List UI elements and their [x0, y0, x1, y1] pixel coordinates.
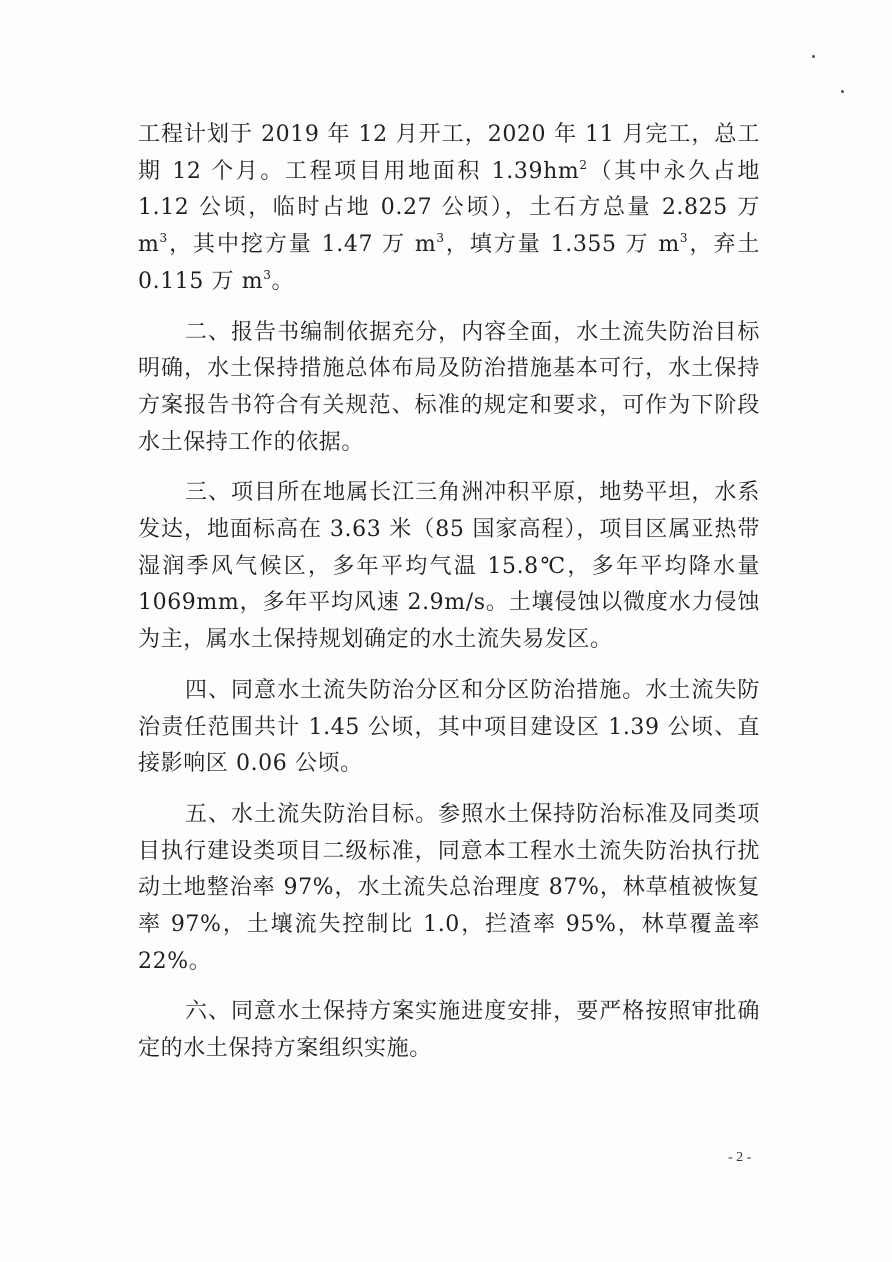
superscript: 3 — [263, 267, 272, 282]
document-body — [138, 117, 760, 1082]
text-run: ，填方量 1.355 万 m — [444, 232, 680, 258]
text-run: 三、项目所在地属长江三角洲冲积平原，地势平坦，水系发达，地面标高在 3.63 米（85 国家高程），项目区属亚热带湿润季风气候区，多年平均气温 15.8℃，多年平均降水量 1069mm，多年平均风速 2.9m/s。土壤侵蚀以微度水力侵蚀为主，属水土保持规划确定的水土流失易发区。 — [138, 480, 760, 653]
superscript: 3 — [679, 231, 689, 246]
text-run: ，其中挖方量 1.47 万 m — [167, 232, 437, 258]
text-run: ，弃土 0.115 万 m — [138, 232, 760, 294]
paragraph — [138, 315, 760, 462]
text-run: 六、同意水土保持方案实施进度安排，要严格按照审批确定的水土保持方案组织实施。 — [138, 999, 760, 1062]
text-run: 四、同意水土流失防治分区和分区防治措施。水土流失防治责任范围共计 1.45 公顷，其中项目建设区 1.39 公顷、直接影响区 0.06 公顷。 — [138, 677, 760, 777]
superscript: 3 — [436, 231, 445, 246]
text-run: （其中永久占地 1.12 公顷，临时占地 0.27 公顷），土石方总量 2.825 万 m — [138, 158, 761, 258]
superscript: 3 — [159, 231, 168, 246]
paragraph — [138, 475, 760, 659]
scan-speck — [841, 90, 844, 93]
text-run: 。 — [271, 268, 295, 294]
paragraph — [138, 994, 760, 1067]
paragraph — [138, 673, 760, 783]
paragraph — [138, 117, 760, 301]
paragraph — [138, 797, 760, 981]
scan-speck — [812, 55, 815, 58]
page-number: - 2 - — [728, 1150, 752, 1165]
text-run: 五、水土流失防治目标。参照水土保持防治标准及同类项目执行建设类项目二级标准，同意本工程水土流失防治执行扰动土地整治率 97%，水土流失总治理度 87%，林草植被恢复率 97%，土壤流失控制比 1.0，拦渣率 95%，林草覆盖率 22%。 — [138, 801, 760, 974]
text-run: 工程计划于 2019 年 12 月开工，2020 年 11 月完工，总工期 12 个月。工程项目用地面积 1.39hm — [138, 122, 760, 184]
superscript: 2 — [579, 157, 588, 172]
text-run: 二、报告书编制依据充分，内容全面，水土流失防治目标明确，水土保持措施总体布局及防治措施基本可行，水土保持方案报告书符合有关规范、标准的规定和要求，可作为下阶段水土保持工作的依据。 — [138, 319, 760, 455]
